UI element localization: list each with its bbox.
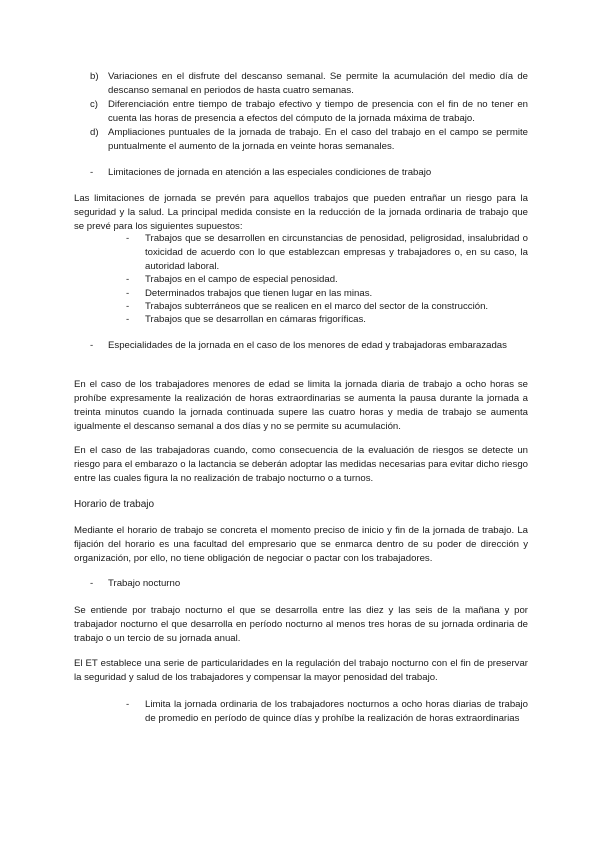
dash-marker: - [126, 233, 130, 244]
sub-list-item-text: Trabajos en el campo de especial penosidad. [145, 274, 338, 285]
sub-list-item [126, 273, 528, 287]
list-item-c [90, 98, 528, 126]
section-heading-nocturno [90, 577, 528, 591]
section-heading-horario: Horario de trabajo [74, 499, 155, 510]
list-item-d [90, 126, 528, 154]
section-heading-text: Trabajo nocturno [108, 578, 181, 589]
sub-list-item [126, 300, 528, 314]
list-marker: b) [90, 71, 99, 82]
sub-list-item-text: Trabajos que se desarrollen en circunstancias de penosidad, peligrosidad, insalubridad o toxicidad de acuerdo con lo que establezcan empresas y trabajadores o, en su caso, la autoridad laboral. [145, 233, 528, 272]
sub-list-item-text: Determinados trabajos que tienen lugar en las minas. [145, 288, 373, 299]
nocturno-paragraph-2: El ET establece una serie de particularidades en la regulación del trabajo nocturno con el fin de preservar la seguridad y salud de los trabajadores y compensar la mayor penosidad del trabajo. [74, 658, 528, 683]
dash-marker: - [90, 578, 94, 589]
dash-marker: - [90, 167, 94, 178]
especialidades-paragraph-1: En el caso de los trabajadores menores de edad se limita la jornada diaria de trabajo a ocho horas se prohíbe expresamente la realización de horas extraordinarias se aumenta la pausa durante la jornada a treinta minutos cuando la jornada continuada supere las cuatro horas y media de trabajo se aumenta igualmente el descanso semanal a dos días y no se permite su acumulación. [74, 379, 528, 432]
sub-list-item [126, 698, 528, 726]
section-heading-especialidades [90, 339, 528, 353]
sub-list-item-text: Trabajos subterráneos que se realicen en el marco del sector de la construcción. [145, 301, 489, 312]
list-item-b [90, 70, 528, 98]
limitaciones-intro: Las limitaciones de jornada se prevén para aquellos trabajos que pueden entrañar un riesgo para la seguridad y la salud. La principal medida consiste en la reducción de la jornada ordinaria de trabajo que se prevé para los siguientes supuestos: [74, 193, 528, 232]
list-item-text: Variaciones en el disfrute del descanso semanal. Se permite la acumulación del medio día de descanso semanal en periodos de hasta cuatro semanas. [108, 71, 528, 96]
list-item-text: Diferenciación entre tiempo de trabajo efectivo y tiempo de presencia con el fin de no tener en cuenta las horas de presencia a efectos del cómputo de la jornada máxima de trabajo. [108, 99, 528, 124]
dash-marker: - [126, 301, 130, 312]
sub-list-item [126, 232, 528, 274]
dash-marker: - [126, 288, 130, 299]
list-marker: c) [90, 99, 98, 110]
dash-marker: - [126, 699, 130, 710]
dash-marker: - [126, 274, 130, 285]
especialidades-paragraph-2: En el caso de las trabajadoras cuando, como consecuencia de la evaluación de riesgos se detecte un riesgo para el embarazo o la lactancia se deberán adoptar las medidas necesarias para evitar dicho riesgo entre las cuales figura la no realización de trabajo nocturno o a turnos. [74, 445, 528, 484]
list-item-text: Ampliaciones puntuales de la jornada de trabajo. En el caso del trabajo en el campo se permite puntualmente el aumento de la jornada en veinte horas semanales. [108, 127, 528, 152]
section-heading-limitaciones [90, 166, 528, 180]
sub-list-item-text: Trabajos que se desarrollan en cámaras frigoríficas. [145, 314, 366, 325]
list-marker: d) [90, 127, 99, 138]
dash-marker: - [126, 314, 130, 325]
section-heading-text: Limitaciones de jornada en atención a las especiales condiciones de trabajo [108, 167, 432, 178]
sub-list-item [126, 287, 528, 301]
sub-list-item-text: Limita la jornada ordinaria de los trabajadores nocturnos a ocho horas diarias de trabajo de promedio en período de quince días y prohíbe la realización de horas extraordinarias [145, 699, 528, 724]
horario-paragraph: Mediante el horario de trabajo se concreta el momento preciso de inicio y fin de la jornada de trabajo. La fijación del horario es una facultad del empresario que se enmarca dentro de su poder de dirección y organización, por ello, no tiene obligación de negociar o pactar con los trabajadores. [74, 525, 528, 564]
nocturno-paragraph-1: Se entiende por trabajo nocturno el que se desarrolla entre las diez y las seis de la mañana y por trabajador nocturno el que desarrolla en período nocturno al menos tres horas de su jornada ordinaria de trabajo o un tercio de su jornada anual. [74, 605, 528, 644]
dash-marker: - [90, 340, 94, 351]
section-heading-text: Especialidades de la jornada en el caso de los menores de edad y trabajadoras embarazadas [108, 340, 507, 351]
sub-list-item [126, 313, 528, 327]
